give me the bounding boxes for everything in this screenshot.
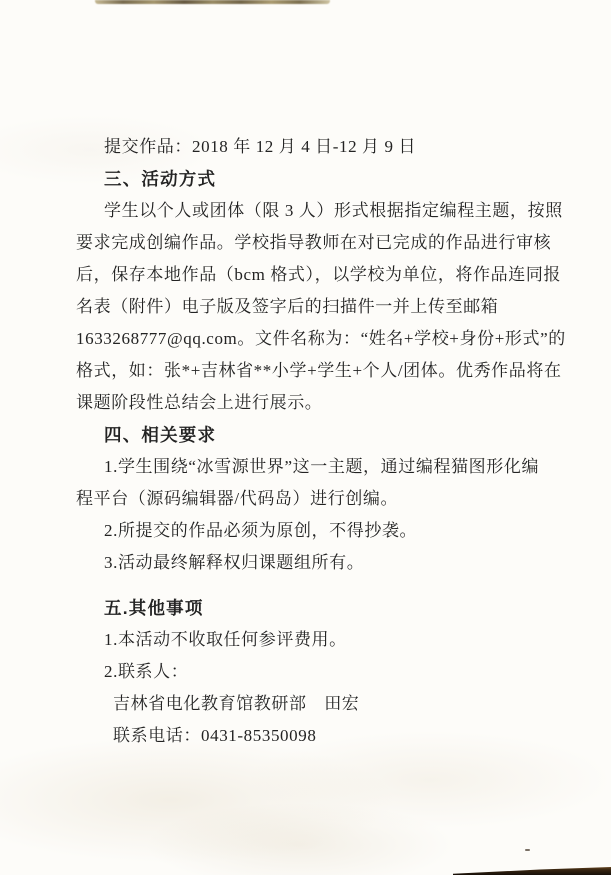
section-heading-requirements: 四、相关要求 <box>104 425 217 445</box>
paragraph-line: 后，保存本地作品（bcm 格式），以学校为单位，将作品连同报 <box>76 265 562 284</box>
paragraph-line-email: 1633268777@qq.com。文件名称为：“姓名+学校+身份+形式”的 <box>76 329 566 348</box>
paragraph-line: 课题阶段性总结会上进行展示。 <box>76 393 323 412</box>
other-matters-item-2-contact-label: 2.联系人： <box>104 662 189 681</box>
submission-deadline-line: 提交作品：2018 年 12 月 4 日-12 月 9 日 <box>104 137 417 156</box>
requirement-item-3: 3.活动最终解释权归课题组所有。 <box>104 553 365 572</box>
section-heading-activity-method: 三、活动方式 <box>104 169 217 189</box>
paragraph-line: 学生以个人或团体（限 3 人）形式根据指定编程主题，按照 <box>104 201 563 220</box>
scan-artifact-top-edge <box>95 0 330 4</box>
scan-artifact-bottom-corner <box>453 865 611 875</box>
paragraph-line: 要求完成创编作品。学校指导教师在对已完成的作品进行审核 <box>76 233 552 252</box>
section-heading-other-matters: 五.其他事项 <box>104 598 204 618</box>
paragraph-line: 名表（附件）电子版及签字后的扫描件一并上传至邮箱 <box>76 297 499 316</box>
contact-department-line: 吉林省电化教育馆教研部 田宏 <box>113 694 360 713</box>
paragraph-line: 格式，如：张*+吉林省**小学+学生+个人/团体。优秀作品将在 <box>76 361 562 380</box>
contact-phone-line: 联系电话：0431-85350098 <box>113 726 317 745</box>
other-matters-item-1: 1.本活动不收取任何参评费用。 <box>104 630 347 649</box>
requirement-item-1: 1.学生围绕“冰雪源世界”这一主题，通过编程猫图形化编 <box>104 457 540 476</box>
scan-artifact-speck <box>525 849 530 851</box>
requirement-item-1-continued: 程平台（源码编辑器/代码岛）进行创编。 <box>76 489 399 508</box>
requirement-item-2: 2.所提交的作品必须为原创，不得抄袭。 <box>104 521 418 540</box>
document-body <box>0 131 611 752</box>
